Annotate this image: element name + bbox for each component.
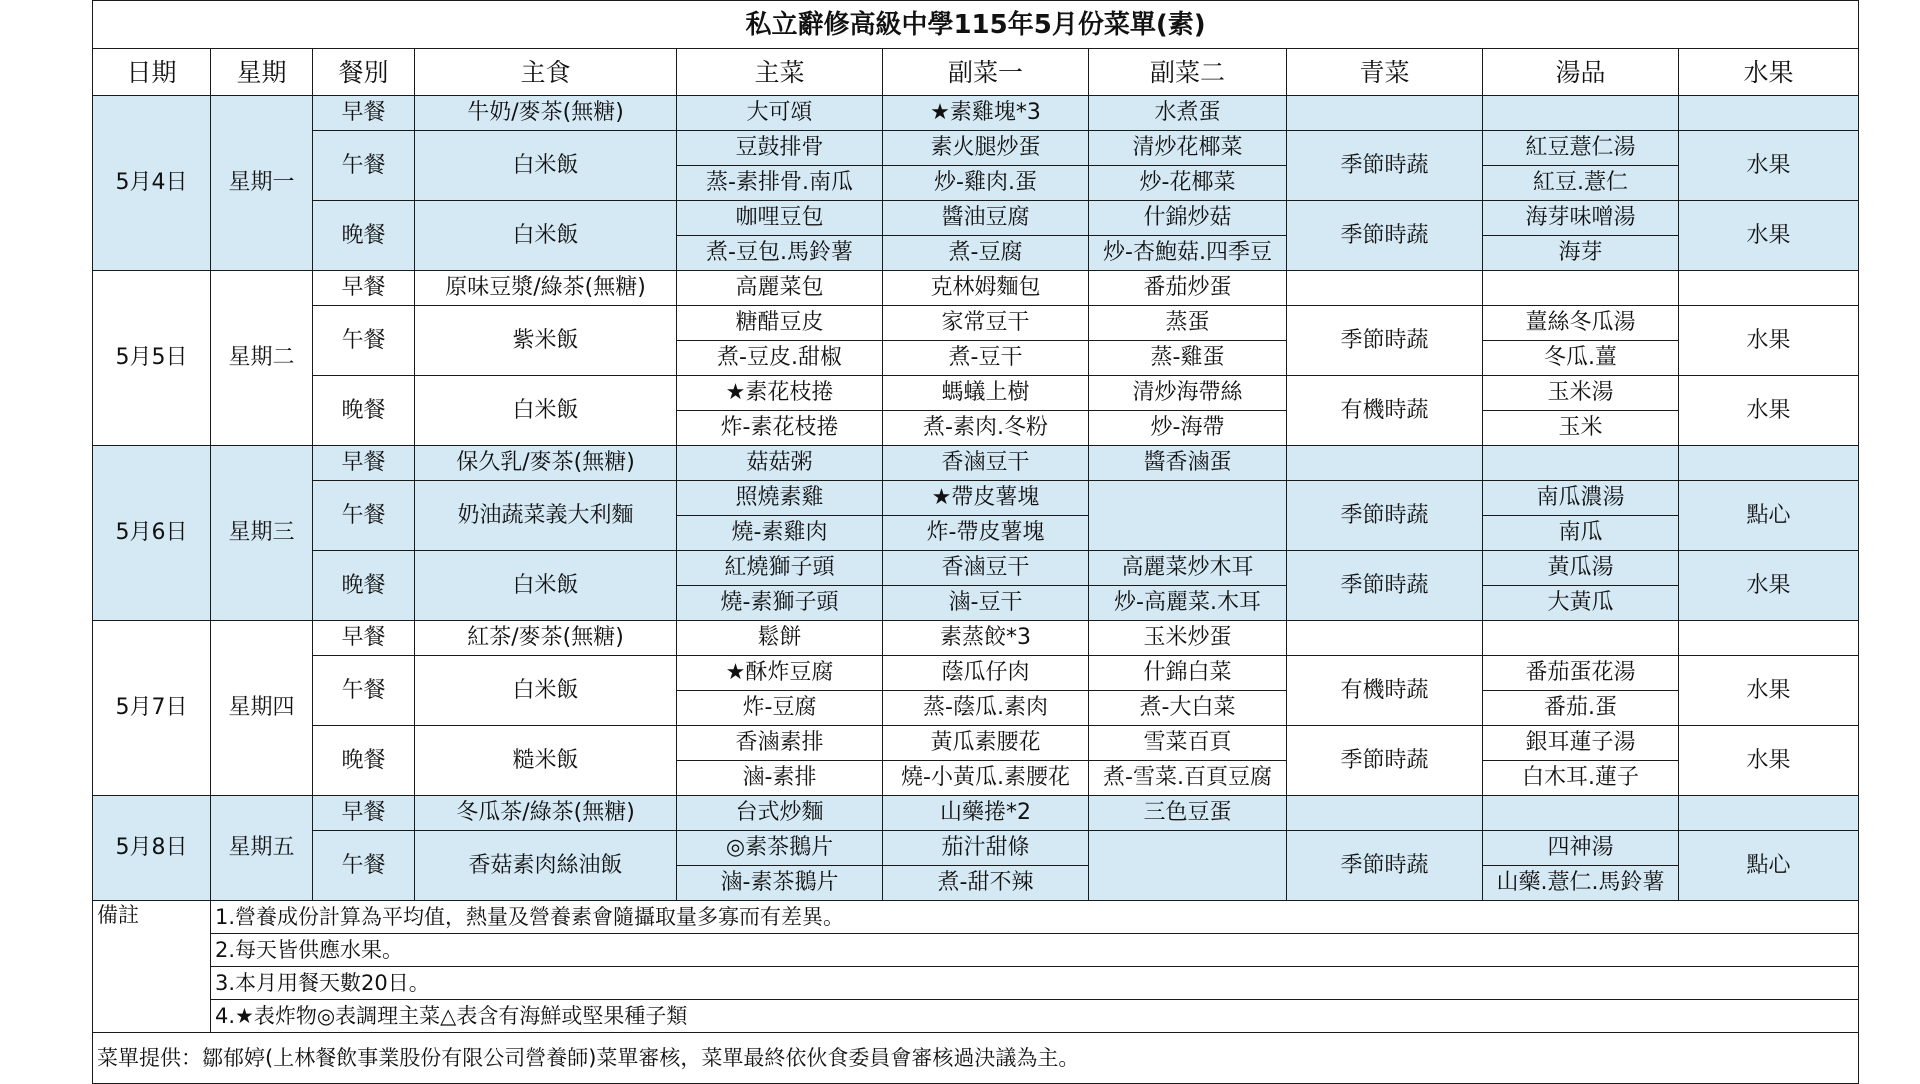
page-title: 私立辭修高級中學115年5月份菜單(素) <box>93 1 1859 49</box>
side-dish-2-cell <box>1089 831 1287 901</box>
main-dish-cell: 豆鼓排骨 <box>677 131 883 166</box>
soup-cell: 四神湯 <box>1483 831 1679 866</box>
date-cell: 5月6日 <box>93 446 211 621</box>
fruit-cell <box>1679 446 1859 481</box>
fruit-cell: 點心 <box>1679 831 1859 901</box>
soup-cell <box>1483 446 1679 481</box>
vegetable-cell <box>1287 271 1483 306</box>
side-dish-1-cell: ★帶皮薯塊 <box>883 481 1089 516</box>
side-dish-1-cell: 煮-甜不辣 <box>883 866 1089 901</box>
column-header: 星期 <box>211 49 313 96</box>
side-dish-1-cell: 滷-豆干 <box>883 586 1089 621</box>
soup-cell: 南瓜濃湯 <box>1483 481 1679 516</box>
main-dish-cell: 紅燒獅子頭 <box>677 551 883 586</box>
column-header: 副菜一 <box>883 49 1089 96</box>
column-header: 青菜 <box>1287 49 1483 96</box>
side-dish-2-cell: 清炒花椰菜 <box>1089 131 1287 166</box>
main-dish-cell: 燒-素雞肉 <box>677 516 883 551</box>
main-dish-cell: 煮-豆包.馬鈴薯 <box>677 236 883 271</box>
soup-cell: 南瓜 <box>1483 516 1679 551</box>
main-dish-cell: 滷-素茶鵝片 <box>677 866 883 901</box>
side-dish-1-cell: 蒸-蔭瓜.素肉 <box>883 691 1089 726</box>
fruit-cell: 水果 <box>1679 306 1859 376</box>
main-dish-cell: 照燒素雞 <box>677 481 883 516</box>
staple-cell: 香菇素肉絲油飯 <box>415 831 677 901</box>
meal-label-cell: 晚餐 <box>313 376 415 446</box>
meal-label-cell: 午餐 <box>313 306 415 376</box>
vegetable-cell: 季節時蔬 <box>1287 831 1483 901</box>
soup-cell: 黃瓜湯 <box>1483 551 1679 586</box>
side-dish-2-cell: 炒-花椰菜 <box>1089 166 1287 201</box>
soup-cell: 海芽 <box>1483 236 1679 271</box>
soup-cell: 玉米湯 <box>1483 376 1679 411</box>
side-dish-1-cell: 香滷豆干 <box>883 446 1089 481</box>
fruit-cell: 水果 <box>1679 656 1859 726</box>
vegetable-cell: 季節時蔬 <box>1287 201 1483 271</box>
header-row <box>93 49 1859 96</box>
table-row <box>93 656 1859 691</box>
note-text: 1.營養成份計算為平均值，熱量及營養素會隨攝取量多寡而有差異。 <box>211 901 1859 934</box>
vegetable-cell: 有機時蔬 <box>1287 376 1483 446</box>
side-dish-2-cell <box>1089 481 1287 551</box>
fruit-cell <box>1679 96 1859 131</box>
side-dish-1-cell: 燒-小黃瓜.素腰花 <box>883 761 1089 796</box>
vegetable-cell: 季節時蔬 <box>1287 726 1483 796</box>
main-dish-cell: 蒸-素排骨.南瓜 <box>677 166 883 201</box>
fruit-cell: 水果 <box>1679 376 1859 446</box>
staple-cell: 冬瓜茶/綠茶(無糖) <box>415 796 677 831</box>
side-dish-2-cell: 什錦炒菇 <box>1089 201 1287 236</box>
main-dish-cell: ◎素茶鵝片 <box>677 831 883 866</box>
vegetable-cell: 有機時蔬 <box>1287 656 1483 726</box>
meal-label-cell: 晚餐 <box>313 726 415 796</box>
side-dish-1-cell: 螞蟻上樹 <box>883 376 1089 411</box>
side-dish-1-cell: 素火腿炒蛋 <box>883 131 1089 166</box>
side-dish-1-cell: 煮-豆干 <box>883 341 1089 376</box>
soup-cell: 番茄.蛋 <box>1483 691 1679 726</box>
vegetable-cell <box>1287 796 1483 831</box>
weekday-cell: 星期三 <box>211 446 313 621</box>
main-dish-cell: 台式炒麵 <box>677 796 883 831</box>
side-dish-2-cell: 蒸-雞蛋 <box>1089 341 1287 376</box>
side-dish-2-cell: 高麗菜炒木耳 <box>1089 551 1287 586</box>
soup-cell: 銀耳蓮子湯 <box>1483 726 1679 761</box>
side-dish-1-cell: 炸-帶皮薯塊 <box>883 516 1089 551</box>
side-dish-2-cell: 什錦白菜 <box>1089 656 1287 691</box>
soup-cell: 紅豆.薏仁 <box>1483 166 1679 201</box>
main-dish-cell: 咖哩豆包 <box>677 201 883 236</box>
soup-cell: 海芽味噌湯 <box>1483 201 1679 236</box>
meal-label-cell: 晚餐 <box>313 551 415 621</box>
meal-label-cell: 早餐 <box>313 96 415 131</box>
table-row <box>93 271 1859 306</box>
meal-label-cell: 午餐 <box>313 831 415 901</box>
fruit-cell <box>1679 271 1859 306</box>
fruit-cell: 水果 <box>1679 131 1859 201</box>
vegetable-cell: 季節時蔬 <box>1287 481 1483 551</box>
footer-text: 菜單提供：鄒郁婷(上林餐飲事業股份有限公司營養師)菜單審核，菜單最終依伙食委員會審核過決議為主。 <box>93 1033 1859 1084</box>
soup-cell: 山藥.薏仁.馬鈴薯 <box>1483 866 1679 901</box>
main-dish-cell: 鬆餅 <box>677 621 883 656</box>
staple-cell: 牛奶/麥茶(無糖) <box>415 96 677 131</box>
meal-label-cell: 午餐 <box>313 656 415 726</box>
fruit-cell: 點心 <box>1679 481 1859 551</box>
table-row <box>93 131 1859 166</box>
column-header: 主菜 <box>677 49 883 96</box>
main-dish-cell: ★酥炸豆腐 <box>677 656 883 691</box>
weekday-cell: 星期四 <box>211 621 313 796</box>
table-row <box>93 201 1859 236</box>
main-dish-cell: 香滷素排 <box>677 726 883 761</box>
column-header: 日期 <box>93 49 211 96</box>
main-dish-cell: 大可頌 <box>677 96 883 131</box>
soup-cell <box>1483 796 1679 831</box>
menu-table <box>92 0 1859 1084</box>
side-dish-2-cell: 炒-海帶 <box>1089 411 1287 446</box>
notes-row <box>93 1000 1859 1033</box>
staple-cell: 白米飯 <box>415 201 677 271</box>
staple-cell: 保久乳/麥茶(無糖) <box>415 446 677 481</box>
side-dish-2-cell: 煮-大白菜 <box>1089 691 1287 726</box>
staple-cell: 紫米飯 <box>415 306 677 376</box>
vegetable-cell <box>1287 446 1483 481</box>
side-dish-1-cell: 香滷豆干 <box>883 551 1089 586</box>
side-dish-1-cell: 家常豆干 <box>883 306 1089 341</box>
table-row <box>93 621 1859 656</box>
date-cell: 5月4日 <box>93 96 211 271</box>
side-dish-2-cell: 炒-高麗菜.木耳 <box>1089 586 1287 621</box>
side-dish-2-cell: 雪菜百頁 <box>1089 726 1287 761</box>
meal-label-cell: 晚餐 <box>313 201 415 271</box>
weekday-cell: 星期五 <box>211 796 313 901</box>
menu-sheet <box>92 0 1858 1084</box>
side-dish-1-cell: 煮-素肉.冬粉 <box>883 411 1089 446</box>
notes-label: 備註 <box>93 901 211 1033</box>
main-dish-cell: 糖醋豆皮 <box>677 306 883 341</box>
staple-cell: 白米飯 <box>415 551 677 621</box>
soup-cell: 紅豆薏仁湯 <box>1483 131 1679 166</box>
table-row <box>93 446 1859 481</box>
vegetable-cell <box>1287 621 1483 656</box>
side-dish-1-cell: 黃瓜素腰花 <box>883 726 1089 761</box>
soup-cell: 番茄蛋花湯 <box>1483 656 1679 691</box>
table-row <box>93 726 1859 761</box>
main-dish-cell: 滷-素排 <box>677 761 883 796</box>
side-dish-2-cell: 玉米炒蛋 <box>1089 621 1287 656</box>
staple-cell: 奶油蔬菜義大利麵 <box>415 481 677 551</box>
main-dish-cell: 炸-素花枝捲 <box>677 411 883 446</box>
main-dish-cell: 炸-豆腐 <box>677 691 883 726</box>
staple-cell: 原味豆漿/綠茶(無糖) <box>415 271 677 306</box>
side-dish-2-cell: 水煮蛋 <box>1089 96 1287 131</box>
note-text: 4.★表炸物◎表調理主菜△表含有海鮮或堅果種子類 <box>211 1000 1859 1033</box>
table-row <box>93 831 1859 866</box>
meal-label-cell: 早餐 <box>313 796 415 831</box>
vegetable-cell <box>1287 96 1483 131</box>
soup-cell: 冬瓜.薑 <box>1483 341 1679 376</box>
main-dish-cell: 燒-素獅子頭 <box>677 586 883 621</box>
main-dish-cell: 高麗菜包 <box>677 271 883 306</box>
meal-label-cell: 早餐 <box>313 621 415 656</box>
side-dish-1-cell: 炒-雞肉.蛋 <box>883 166 1089 201</box>
staple-cell: 白米飯 <box>415 131 677 201</box>
footer-row <box>93 1033 1859 1084</box>
column-header: 水果 <box>1679 49 1859 96</box>
side-dish-1-cell: 醬油豆腐 <box>883 201 1089 236</box>
column-header: 主食 <box>415 49 677 96</box>
table-row <box>93 376 1859 411</box>
side-dish-1-cell: 素蒸餃*3 <box>883 621 1089 656</box>
main-dish-cell: ★素花枝捲 <box>677 376 883 411</box>
column-header: 餐別 <box>313 49 415 96</box>
weekday-cell: 星期二 <box>211 271 313 446</box>
side-dish-1-cell: 煮-豆腐 <box>883 236 1089 271</box>
staple-cell: 紅茶/麥茶(無糖) <box>415 621 677 656</box>
note-text: 3.本月用餐天數20日。 <box>211 967 1859 1000</box>
soup-cell <box>1483 271 1679 306</box>
table-row <box>93 796 1859 831</box>
vegetable-cell: 季節時蔬 <box>1287 131 1483 201</box>
fruit-cell <box>1679 796 1859 831</box>
table-row <box>93 96 1859 131</box>
vegetable-cell: 季節時蔬 <box>1287 551 1483 621</box>
note-text: 2.每天皆供應水果。 <box>211 934 1859 967</box>
side-dish-1-cell: 蔭瓜仔肉 <box>883 656 1089 691</box>
table-row <box>93 481 1859 516</box>
table-row <box>93 551 1859 586</box>
fruit-cell: 水果 <box>1679 726 1859 796</box>
soup-cell: 薑絲冬瓜湯 <box>1483 306 1679 341</box>
side-dish-1-cell: ★素雞塊*3 <box>883 96 1089 131</box>
soup-cell: 玉米 <box>1483 411 1679 446</box>
side-dish-2-cell: 醬香滷蛋 <box>1089 446 1287 481</box>
side-dish-1-cell: 克林姆麵包 <box>883 271 1089 306</box>
soup-cell: 大黃瓜 <box>1483 586 1679 621</box>
side-dish-2-cell: 炒-杏鮑菇.四季豆 <box>1089 236 1287 271</box>
side-dish-2-cell: 番茄炒蛋 <box>1089 271 1287 306</box>
meal-label-cell: 早餐 <box>313 271 415 306</box>
side-dish-2-cell: 蒸蛋 <box>1089 306 1287 341</box>
soup-cell: 白木耳.蓮子 <box>1483 761 1679 796</box>
vegetable-cell: 季節時蔬 <box>1287 306 1483 376</box>
column-header: 湯品 <box>1483 49 1679 96</box>
date-cell: 5月8日 <box>93 796 211 901</box>
notes-row <box>93 967 1859 1000</box>
meal-label-cell: 午餐 <box>313 131 415 201</box>
main-dish-cell: 煮-豆皮.甜椒 <box>677 341 883 376</box>
table-row <box>93 306 1859 341</box>
side-dish-1-cell: 山藥捲*2 <box>883 796 1089 831</box>
side-dish-1-cell: 茄汁甜條 <box>883 831 1089 866</box>
meal-label-cell: 早餐 <box>313 446 415 481</box>
staple-cell: 白米飯 <box>415 656 677 726</box>
soup-cell <box>1483 96 1679 131</box>
staple-cell: 糙米飯 <box>415 726 677 796</box>
main-dish-cell: 菇菇粥 <box>677 446 883 481</box>
side-dish-2-cell: 三色豆蛋 <box>1089 796 1287 831</box>
fruit-cell: 水果 <box>1679 201 1859 271</box>
date-cell: 5月7日 <box>93 621 211 796</box>
side-dish-2-cell: 清炒海帶絲 <box>1089 376 1287 411</box>
column-header: 副菜二 <box>1089 49 1287 96</box>
date-cell: 5月5日 <box>93 271 211 446</box>
side-dish-2-cell: 煮-雪菜.百頁豆腐 <box>1089 761 1287 796</box>
weekday-cell: 星期一 <box>211 96 313 271</box>
soup-cell <box>1483 621 1679 656</box>
fruit-cell <box>1679 621 1859 656</box>
notes-row <box>93 901 1859 934</box>
staple-cell: 白米飯 <box>415 376 677 446</box>
notes-row <box>93 934 1859 967</box>
fruit-cell: 水果 <box>1679 551 1859 621</box>
meal-label-cell: 午餐 <box>313 481 415 551</box>
